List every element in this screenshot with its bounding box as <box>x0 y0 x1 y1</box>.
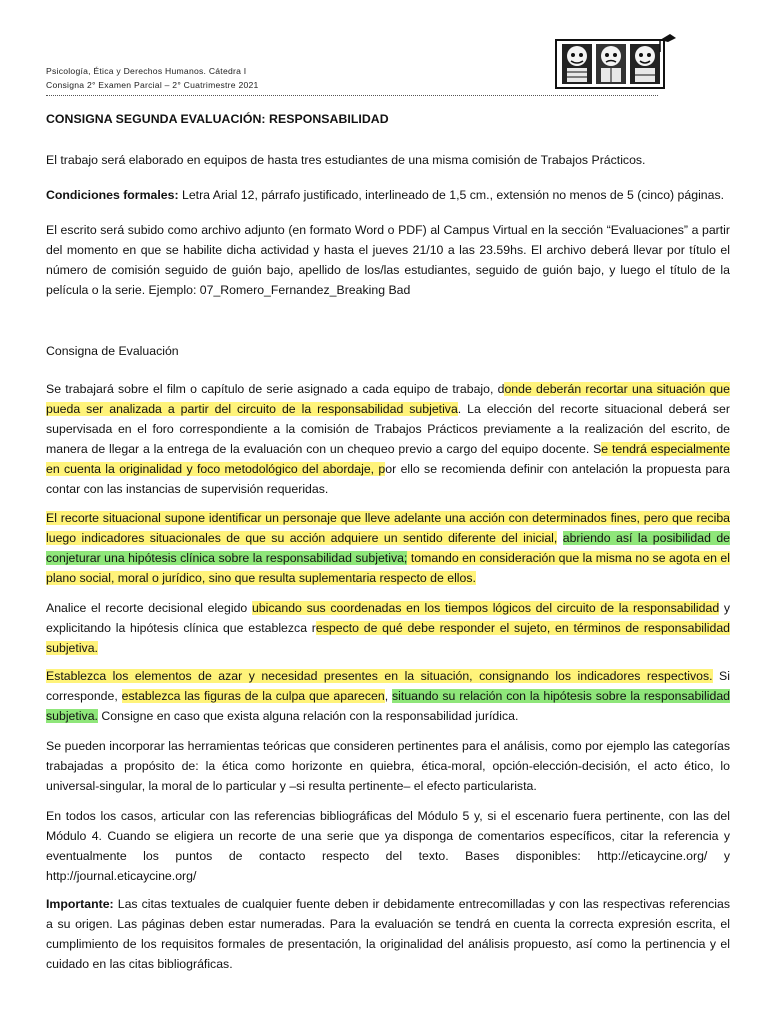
highlight-yellow: tomando en consideración que la misma no se agota en el plano social, moral o jurídico, sino que resulta suplementaria respecto de ellos. <box>46 551 730 585</box>
paragraph-recorte <box>46 379 730 499</box>
paragraph-formal-conditions <box>46 185 730 205</box>
highlight-green: abriendo así la posibilidad de conjeturar una hipótesis clínica sobre la responsabilidad subjetiva; <box>46 531 731 565</box>
paragraph-submission: El escrito será subido como archivo adjunto (en formato Word o PDF) al Campus Virtual en la sección “Evaluaciones” a partir del momento en que se habilite dicha actividad y hasta el jueves 21/10 a las 23.59hs. El archivo deberá llevar por título el número de comisión seguido de guión bajo, apellido de los/las estudiantes, seguido de guión bajo, y luego el título de la película o la serie. Ejemplo: 07_Romero_Fernandez_Breaking Bad <box>46 223 730 297</box>
highlight-yellow: especto de qué debe responder el sujeto, en términos de responsabilidad subjetiva. <box>46 621 730 655</box>
body-text: , <box>384 689 393 703</box>
paragraph-teams: El trabajo será elaborado en equipos de hasta tres estudiantes de una misma comisión de Trabajos Prácticos. <box>46 153 646 167</box>
importante-label: Importante: <box>46 897 114 911</box>
highlight-yellow: establezca las figuras de la culpa que aparecen <box>121 689 385 703</box>
paragraph-azar <box>46 666 730 726</box>
header-exam-line: Consigna 2° Examen Parcial – 2° Cuatrimestre 2021 <box>46 80 259 90</box>
importante-text: Las citas textuales de cualquier fuente deben ir debidamente entrecomilladas y con las respectivas referencias a su origen. Las páginas deben estar numeradas. Para la evaluación se tendrá en cuenta la correcta expresión escrita, el cumplimiento de los requisitos formales de presentación, la originalidad del análisis propuesto, así como la pertinencia y el cuidado en las citas bibliográficas. <box>46 897 730 971</box>
highlight-yellow: onde deberán recortar una situación que pueda ser analizada a partir del circuito de la responsabilidad subjetiva <box>46 382 730 416</box>
highlight-yellow: ubicando sus coordenadas en los tiempos lógicos del circuito de la responsabilidad <box>251 601 720 615</box>
highlight-yellow: Establezca los elementos de azar y necesidad presentes en la situación, consignando los indicadores respectivos. <box>46 669 713 683</box>
highlight-yellow: e tendrá especialmente en cuenta la originalidad y foco metodológico del abordaje, p <box>46 442 730 476</box>
section-title: Consigna de Evaluación <box>46 344 179 358</box>
highlight-green: situando su relación con la hipótesis sobre la responsabilidad subjetiva. <box>46 689 731 723</box>
paragraph-herramientas: Se pueden incorporar las herramientas teóricas que consideren pertinentes para el análisis, como por ejemplo las categorías trabajadas a propósito de: la ética como horizonte en quiebra, ética-moral, opción-elección-decisión, el acto ético, lo universal-singular, la moral de lo particular y –si resulta pertinente– el efecto particularista. <box>46 739 730 793</box>
paragraph-situacional <box>46 508 730 588</box>
body-text: . La elección del recorte situacional deberá ser supervisada en el foro correspondiente a la comisión de Trabajos Prácticos previamente a la realización del escrito, de manera de llegar a la entrega de la evaluación con un chequeo previo a cargo del equipo docente. S <box>46 402 730 456</box>
highlight-yellow: El recorte situacional supone identificar un personaje que lleve adelante una acción con determinados fines, pero que reciba luego indicadores situacionales de que su acción adquiere un sentido diferente del inicial, <box>46 511 730 545</box>
paragraph-importante <box>46 894 730 974</box>
header-divider <box>46 95 658 96</box>
paragraph-analice <box>46 598 730 658</box>
document-title: CONSIGNA SEGUNDA EVALUACIÓN: RESPONSABILIDAD <box>46 112 389 126</box>
formal-conditions-label: Condiciones formales: <box>46 188 179 202</box>
header-course-line: Psicología, Ética y Derechos Humanos. Cátedra I <box>46 66 247 76</box>
body-text: y explicitando la hipótesis clínica que establezca r <box>46 601 730 635</box>
paragraph-referencias: En todos los casos, articular con las referencias bibliográficas del Módulo 5 y, si el escenario fuera pertinente, con las del Módulo 4. Cuando se eligiera un recorte de una serie que ya disponga de comentarios específicos, citar la referencia y eventualmente los puntos de contacto respecto del texto. Bases disponibles: http://eticaycine.org/ y http://journal.eticaycine.org/ <box>46 809 730 883</box>
body-text: Se trabajará sobre el film o capítulo de serie asignado a cada equipo de trabajo, d <box>46 382 505 396</box>
formal-conditions-text: Letra Arial 12, párrafo justificado, interlineado de 1,5 cm., extensión no menos de 5 (cinco) páginas. <box>178 188 725 202</box>
body-text: Consigne en caso que exista alguna relación con la responsabilidad jurídica. <box>97 709 519 723</box>
body-text: Analice el recorte decisional elegido <box>46 601 252 615</box>
three-faces-logo-icon <box>552 32 682 90</box>
body-text: or ello se recomienda definir con antelación la propuesta para contar con las instancias de supervisión requeridas. <box>46 462 730 496</box>
body-text: Si corresponde, <box>46 669 730 703</box>
body-text <box>557 531 562 545</box>
